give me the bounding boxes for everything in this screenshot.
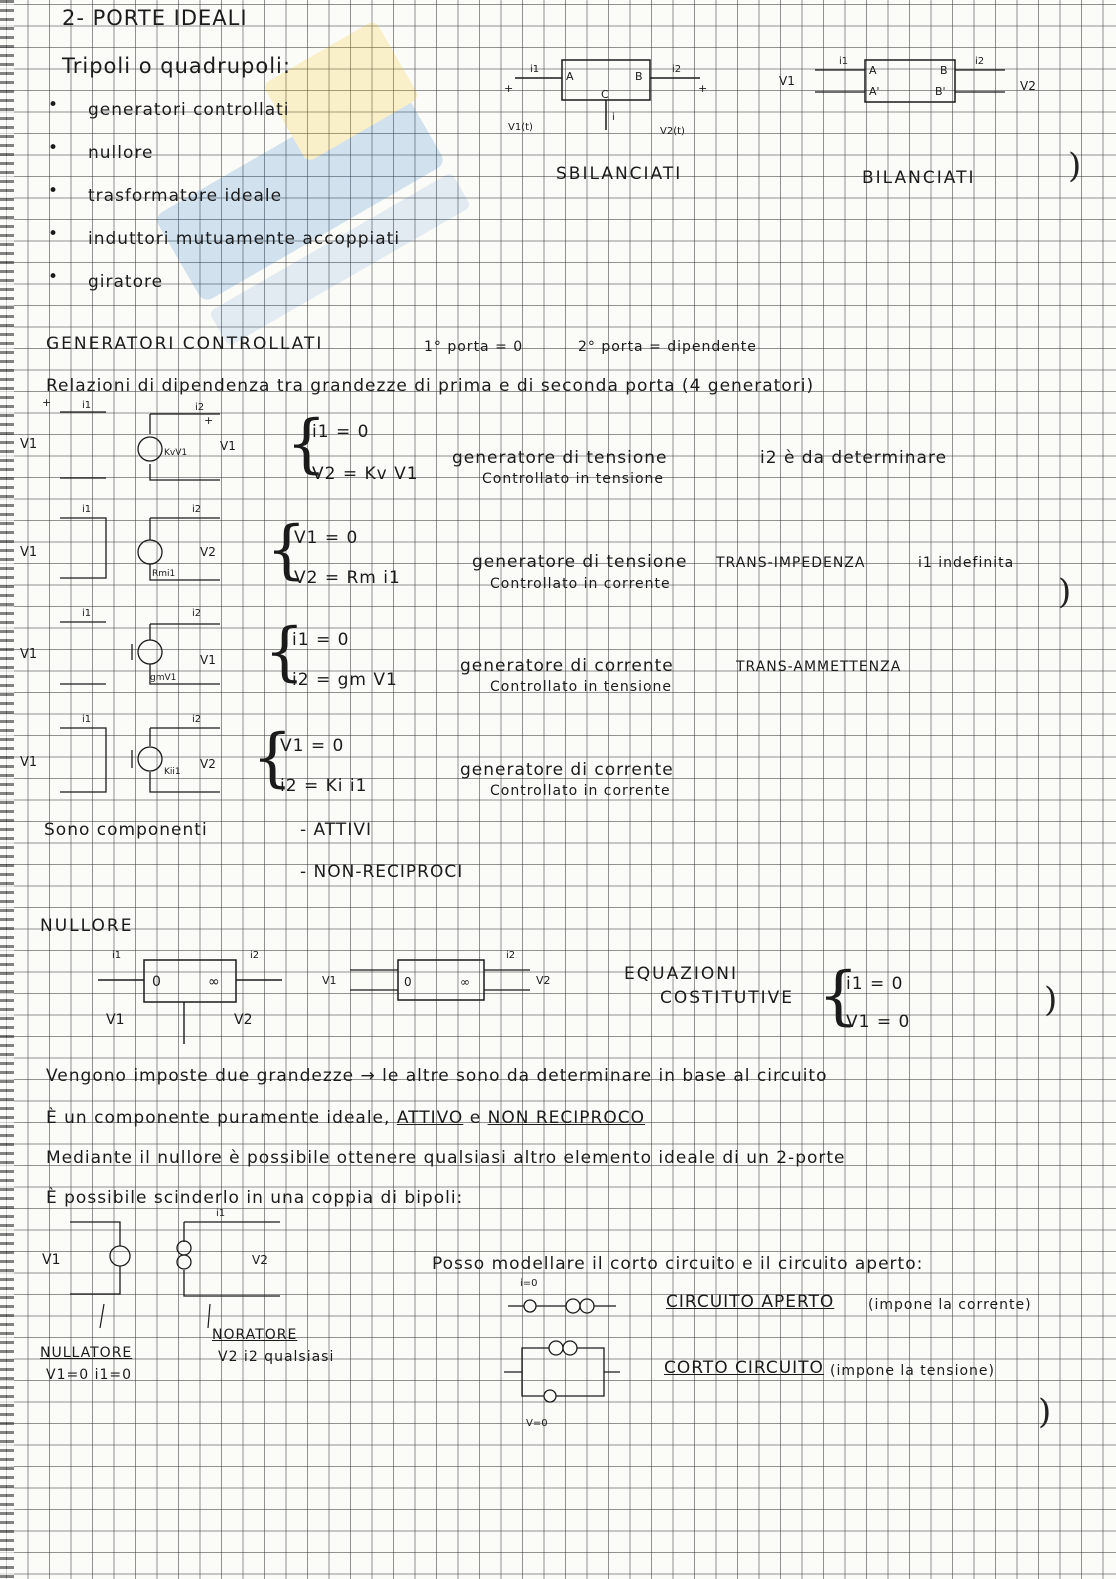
node-a-label: A [869, 64, 877, 77]
page-title: 2- PORTE IDEALI [62, 6, 248, 30]
current-i1-label: i1 [82, 714, 92, 725]
generator-note: i2 è da determinare [760, 448, 948, 468]
current-i1-label: i1 [112, 950, 122, 961]
nullore-heading: NULLORE [40, 916, 134, 936]
property-active: - ATTIVI [300, 820, 372, 840]
controlled-relation: Relazioni di dipendenza tra grandezze di prima e di seconda porta (4 generatori) [46, 376, 815, 396]
svg-text:+: + [42, 398, 52, 409]
equation-brace: { [266, 513, 307, 587]
property-nonreciprocal: - NON-RECIPROCI [300, 862, 464, 882]
model-line: Posso modellare il corto circuito e il circuito aperto: [432, 1254, 924, 1274]
port-v1-label: V1 [20, 647, 38, 662]
port-v1-label: V1 [20, 437, 38, 452]
circuit-models-diagram [500, 1276, 630, 1436]
norator-equation: V2 i2 qualsiasi [218, 1349, 335, 1365]
generator-note: i1 indefinita [918, 555, 1015, 571]
current-i2-label: i2 [672, 64, 682, 75]
equation-brace: { [252, 721, 293, 795]
port-v2-label: V2 [200, 545, 216, 559]
svg-text:+: + [504, 82, 514, 95]
current-i1-label: i1 [82, 504, 92, 515]
current-i1-label: i1 [82, 400, 92, 411]
current-i2-label: i2 [192, 608, 202, 619]
port-v1-label: V1 [20, 545, 38, 560]
equation-2: V2 = Kv V1 [312, 464, 419, 484]
margin-bracket: ) [1038, 1392, 1052, 1432]
equation-brace: { [264, 615, 305, 689]
equation-2: V1 = 0 [846, 1012, 911, 1032]
equation-brace: { [286, 407, 327, 481]
ccvs-diagram [20, 500, 240, 590]
port-v1-label: V1 [20, 755, 38, 770]
generator-description: generatore di corrente [460, 760, 674, 780]
bullet-item: giratore [88, 272, 164, 292]
equation-1: i1 = 0 [312, 422, 370, 442]
bullet-dot: • [48, 138, 60, 158]
controlled-note-2: 2° porta = dipendente [578, 339, 757, 355]
nullore-line-3: Mediante il nullore è possibile ottenere qualsiasi altro elemento ideale di un 2-porte [46, 1148, 846, 1168]
svg-text:+: + [698, 82, 708, 95]
generator-label: Rmi1 [152, 569, 176, 579]
nullore-quadrupole-diagram [320, 944, 560, 1014]
generator-control: Controllato in tensione [482, 471, 665, 487]
nullore-line-1: Vengono imposte due grandezze → le altre sono da determinare in base al circuito [46, 1066, 828, 1086]
nullator-symbol [524, 1300, 536, 1312]
bullet-item: trasformatore ideale [88, 186, 283, 206]
cccs-diagram [20, 710, 240, 800]
generator-type: TRANS-AMMETTENZA [736, 659, 902, 675]
unbalanced-label: SBILANCIATI [556, 164, 683, 184]
voltage-v2-label: V2 [252, 1253, 268, 1267]
generator-control: Controllato in tensione [490, 679, 673, 695]
nullator-symbol: 0 [404, 975, 412, 989]
vccs-diagram [20, 602, 240, 692]
generator-label: Kii1 [164, 767, 181, 777]
generator-description: generatore di tensione [452, 448, 668, 468]
nullore-split-diagram [30, 1204, 310, 1344]
voltage-v1-label: V1 [106, 1012, 125, 1028]
generator-label: KvV1 [164, 448, 188, 458]
bullet-item: nullore [88, 143, 154, 163]
short-circuit-label: CORTO CIRCUITO [664, 1358, 824, 1378]
equation-2: i2 = Ki i1 [280, 776, 368, 796]
equations-title-1: EQUAZIONI [624, 964, 738, 984]
current-i-label: i1 [216, 1208, 226, 1219]
generator-label: gmV1 [150, 673, 177, 683]
generator-type: TRANS-IMPEDENZA [716, 555, 866, 571]
balanced-quadrupole-diagram [775, 50, 1045, 130]
generator-control: Controllato in corrente [490, 783, 671, 799]
equation-1: V1 = 0 [294, 528, 359, 548]
generator-description: generatore di corrente [460, 656, 674, 676]
generator-description: generatore di tensione [472, 552, 688, 572]
current-i1-label: i1 [82, 608, 92, 619]
open-circuit-note: (impone la corrente) [868, 1297, 1032, 1313]
nullator-equation: V1=0 i1=0 [46, 1367, 133, 1383]
margin-bracket: ) [1044, 980, 1058, 1020]
margin-bracket: ) [1068, 146, 1082, 186]
voltage-v1-label: V1 [42, 1252, 61, 1268]
equation-brace: { [818, 959, 859, 1033]
current-i2-label: i2 [975, 56, 985, 67]
bullet-dot: • [48, 95, 60, 115]
nullator-symbol [110, 1246, 130, 1266]
equation-2: i2 = gm V1 [292, 670, 398, 690]
current-i-label: i [612, 112, 615, 123]
norator-name: NORATORE [212, 1327, 298, 1343]
voltage-v2-label: V2 [234, 1012, 253, 1028]
current-i2-label: i2 [192, 714, 202, 725]
vcvs-diagram [20, 398, 240, 488]
equation-1: i1 = 0 [846, 974, 904, 994]
voltage-v2-label: V2(t) [660, 126, 685, 137]
current-i2-label: i2 [195, 402, 205, 413]
controlled-heading: GENERATORI CONTROLLATI [46, 334, 324, 354]
margin-bracket: ) [1058, 572, 1072, 612]
current-i2-label: i2 [192, 504, 202, 515]
current-source-symbol [138, 640, 162, 664]
voltage-v1-label: V1 [322, 974, 337, 987]
balanced-label: BILANCIATI [862, 168, 976, 188]
controlled-note-1: 1° porta = 0 [424, 339, 524, 355]
norator-symbol: ∞ [460, 975, 470, 989]
zero-voltage-label: V=0 [526, 1418, 548, 1429]
node-c-label: C [601, 88, 609, 101]
norator-symbol: ∞ [208, 974, 220, 990]
nullore-tripole-diagram [82, 944, 302, 1054]
voltage-v2-label: V2 [1020, 79, 1036, 93]
node-b2-label: B' [935, 85, 946, 98]
nullator-symbol [544, 1390, 556, 1402]
nullore-line-4: È possibile scinderlo in una coppia di bipoli: [46, 1188, 464, 1208]
port-v2-label: V1 [200, 653, 216, 667]
port-v2-label: V1 [220, 439, 236, 453]
open-circuit-label: CIRCUITO APERTO [666, 1292, 835, 1312]
node-a2-label: A' [869, 85, 880, 98]
port-v2-label: V2 [200, 757, 216, 771]
generator-control: Controllato in corrente [490, 576, 671, 592]
short-circuit-note: (impone la tensione) [830, 1363, 995, 1379]
voltage-source-symbol [138, 540, 162, 564]
binder-holes [0, 0, 14, 1579]
nullator-symbol: 0 [152, 974, 161, 990]
equations-title-2: COSTITUTIVE [660, 988, 795, 1008]
current-i2-label: i2 [250, 950, 260, 961]
norator-symbol [549, 1341, 563, 1355]
bullet-dot: • [48, 224, 60, 244]
svg-text:+: + [204, 414, 214, 427]
node-b-label: B [635, 70, 643, 83]
intro-heading: Tripoli o quadrupoli: [62, 54, 291, 78]
components-text: Sono componenti [44, 820, 208, 840]
bullet-dot: • [48, 181, 60, 201]
norator-symbol [566, 1299, 580, 1313]
voltage-v2-label: V2 [536, 974, 551, 987]
bullet-item: induttori mutuamente accoppiati [88, 229, 401, 249]
current-i1-label: i1 [839, 56, 849, 67]
current-source-symbol [138, 747, 162, 771]
nullator-name: NULLATORE [40, 1345, 133, 1361]
voltage-v1-label: V1(t) [508, 122, 533, 133]
current-i1-label: i1 [530, 64, 540, 75]
zero-current-label: i=0 [520, 1278, 538, 1289]
node-b-label: B [940, 64, 948, 77]
current-i2-label: i2 [506, 950, 516, 961]
equation-1: i1 = 0 [292, 630, 350, 650]
voltage-source-symbol [138, 437, 162, 461]
norator-symbol [177, 1241, 191, 1255]
voltage-v1-label: V1 [779, 74, 795, 88]
unbalanced-tripole-diagram [500, 50, 720, 150]
bullet-dot: • [48, 267, 60, 287]
nullore-line-2: È un componente puramente ideale, ATTIVO e NON RECIPROCO [46, 1108, 645, 1128]
node-a-label: A [566, 70, 574, 83]
bullet-item: generatori controllati [88, 100, 290, 120]
equation-1: V1 = 0 [280, 736, 345, 756]
equation-2: V2 = Rm i1 [294, 568, 401, 588]
